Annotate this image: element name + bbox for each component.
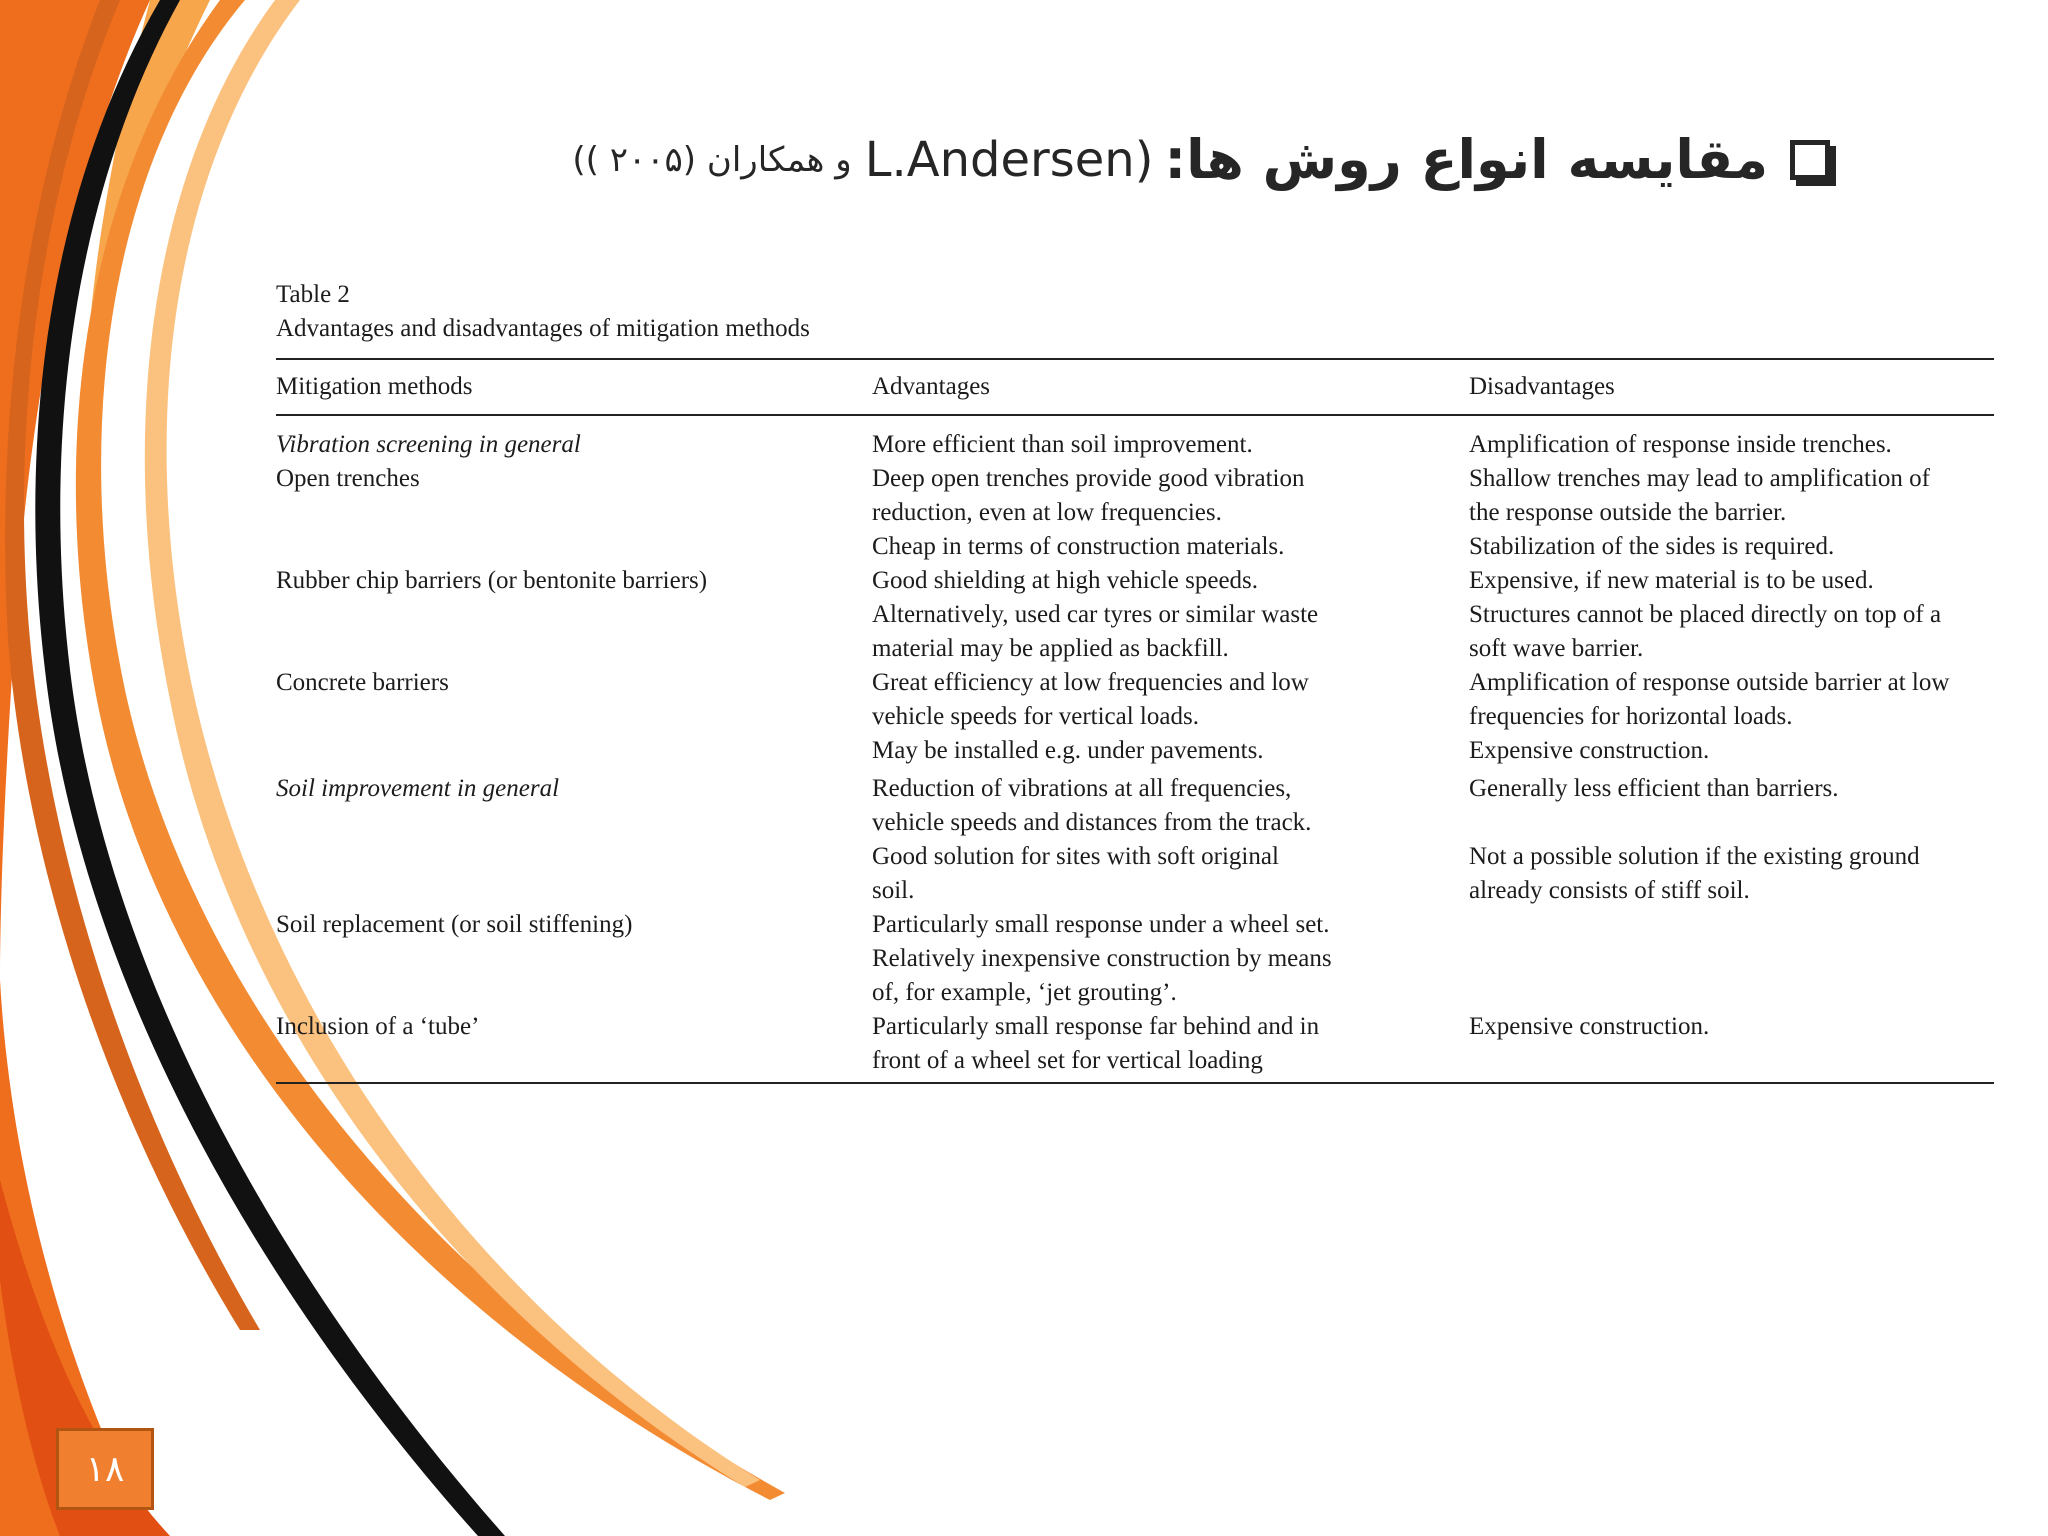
cell-advantage: vehicle speeds and distances from the track. bbox=[872, 809, 1312, 836]
table-row-continuation bbox=[276, 874, 1994, 908]
cell-disadvantage: Expensive, if new material is to be used. bbox=[1469, 567, 1874, 594]
table-row bbox=[276, 908, 1994, 942]
cell-disadvantage: already consists of stiff soil. bbox=[1469, 877, 1750, 904]
cell-disadvantage: soft wave barrier. bbox=[1469, 635, 1644, 662]
slide-number: ۱۸ bbox=[85, 1448, 125, 1490]
cell-method: Soil improvement in general bbox=[276, 775, 560, 802]
cell-advantage: soil. bbox=[872, 877, 915, 904]
table-row bbox=[276, 428, 1994, 462]
table-row-continuation bbox=[276, 1044, 1994, 1078]
table-bottom-rule bbox=[276, 1082, 1994, 1084]
table-body bbox=[276, 416, 1994, 1082]
table-row-continuation bbox=[276, 840, 1994, 874]
cell-advantage: material may be applied as backfill. bbox=[872, 635, 1229, 662]
title-main: مقایسه انواع روش ها: bbox=[1164, 128, 1768, 191]
cell-method: Concrete barriers bbox=[276, 669, 449, 696]
table-row-continuation bbox=[276, 530, 1994, 564]
table-row-continuation bbox=[276, 632, 1994, 666]
table-header-row bbox=[276, 360, 1994, 414]
table-row-continuation bbox=[276, 976, 1994, 1010]
cell-advantage: Good solution for sites with soft original bbox=[872, 843, 1279, 870]
cell-advantage: Great efficiency at low frequencies and low bbox=[872, 669, 1309, 696]
header-advantages: Advantages bbox=[872, 373, 991, 400]
cell-disadvantage: Amplification of response inside trenches. bbox=[1469, 431, 1892, 458]
cell-advantage: Reduction of vibrations at all frequencies, bbox=[872, 775, 1292, 802]
cell-disadvantage: Structures cannot be placed directly on top of a bbox=[1469, 601, 1942, 628]
checkbox-bullet-icon bbox=[1790, 140, 1830, 180]
table-row-continuation bbox=[276, 496, 1994, 530]
cell-advantage: front of a wheel set for vertical loading bbox=[872, 1047, 1263, 1074]
header-disadvantages: Disadvantages bbox=[1469, 373, 1615, 400]
cell-disadvantage: the response outside the barrier. bbox=[1469, 499, 1787, 526]
mitigation-methods-table bbox=[276, 278, 1994, 1084]
cell-disadvantage: Amplification of response outside barrier at low bbox=[1469, 669, 1950, 696]
table-caption-title: Advantages and disadvantages of mitigation methods bbox=[276, 315, 810, 342]
cell-disadvantage: Expensive construction. bbox=[1469, 1013, 1710, 1040]
cell-disadvantage: Generally less efficient than barriers. bbox=[1469, 775, 1839, 802]
table-row bbox=[276, 462, 1994, 496]
cell-method: Soil replacement (or soil stiffening) bbox=[276, 911, 633, 938]
cell-method: Rubber chip barriers (or bentonite barriers) bbox=[276, 567, 708, 594]
cell-disadvantage: Not a possible solution if the existing ground bbox=[1469, 843, 1920, 870]
cell-advantage: Relatively inexpensive construction by means bbox=[872, 945, 1332, 972]
header-mitigation-methods: Mitigation methods bbox=[276, 373, 473, 400]
table-row bbox=[276, 1010, 1994, 1044]
cell-advantage: Alternatively, used car tyres or similar waste bbox=[872, 601, 1319, 628]
cell-advantage: vehicle speeds for vertical loads. bbox=[872, 703, 1199, 730]
table-row bbox=[276, 666, 1994, 700]
cell-disadvantage: Shallow trenches may lead to amplification of bbox=[1469, 465, 1930, 492]
cell-advantage: Particularly small response far behind and in bbox=[872, 1013, 1320, 1040]
cell-disadvantage: frequencies for horizontal loads. bbox=[1469, 703, 1793, 730]
cell-advantage: Particularly small response under a wheel set. bbox=[872, 911, 1330, 938]
table-row-continuation bbox=[276, 734, 1994, 768]
title-author-name: (L.Andersen bbox=[864, 131, 1154, 188]
cell-method: Inclusion of a ‘tube’ bbox=[276, 1013, 480, 1040]
slide-title bbox=[572, 128, 1830, 191]
cell-advantage: More efficient than soil improvement. bbox=[872, 431, 1253, 458]
table-row bbox=[276, 564, 1994, 598]
cell-disadvantage: Stabilization of the sides is required. bbox=[1469, 533, 1835, 560]
cell-method: Open trenches bbox=[276, 465, 420, 492]
table-row-continuation bbox=[276, 700, 1994, 734]
cell-method: Vibration screening in general bbox=[276, 431, 581, 458]
table-row-continuation bbox=[276, 806, 1994, 840]
slide-number-badge bbox=[56, 1428, 154, 1510]
cell-advantage: Good shielding at high vehicle speeds. bbox=[872, 567, 1259, 594]
title-coauthors-year: و همکاران (۲۰۰۵ )) bbox=[572, 139, 852, 180]
table-row bbox=[276, 772, 1994, 806]
cell-advantage: Deep open trenches provide good vibration bbox=[872, 465, 1305, 492]
cell-advantage: reduction, even at low frequencies. bbox=[872, 499, 1222, 526]
cell-advantage: Cheap in terms of construction materials. bbox=[872, 533, 1285, 560]
table-row-continuation bbox=[276, 598, 1994, 632]
table-row-continuation bbox=[276, 942, 1994, 976]
cell-advantage: of, for example, ‘jet grouting’. bbox=[872, 979, 1177, 1006]
table-caption-label: Table 2 bbox=[276, 281, 350, 308]
cell-disadvantage: Expensive construction. bbox=[1469, 737, 1710, 764]
cell-advantage: May be installed e.g. under pavements. bbox=[872, 737, 1264, 764]
